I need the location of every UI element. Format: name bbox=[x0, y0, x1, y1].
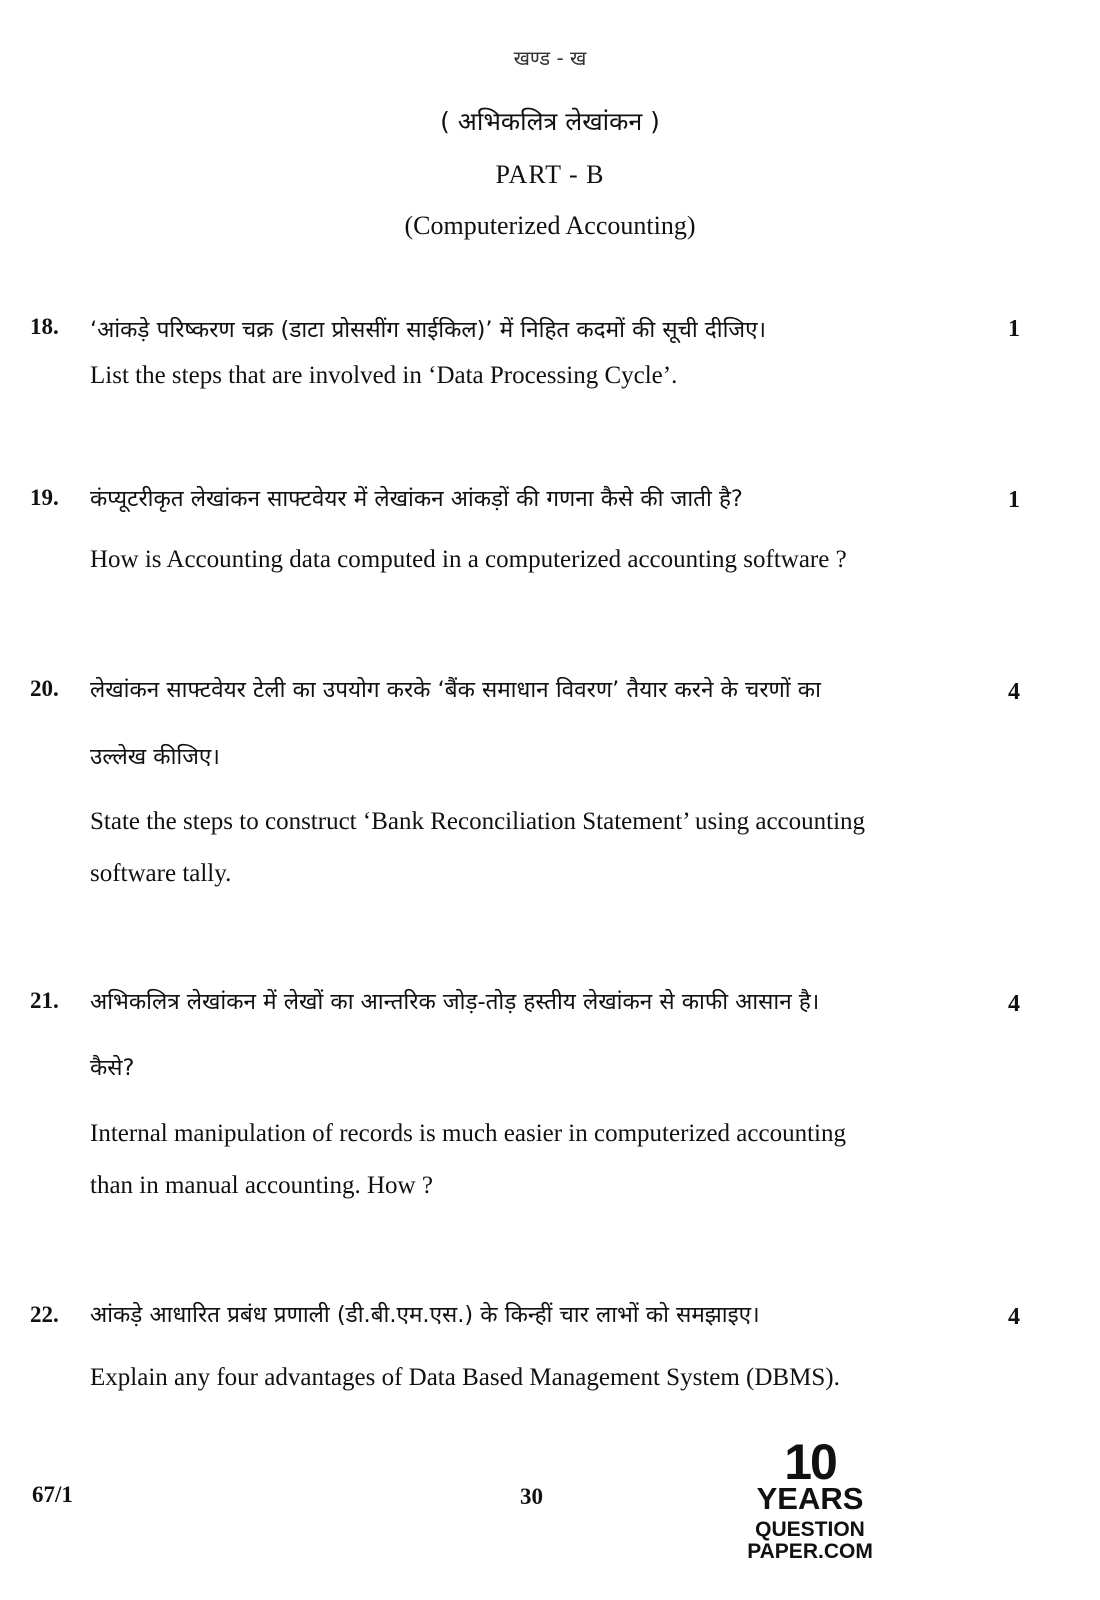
watermark-site: QUESTION PAPER.COM bbox=[747, 1518, 873, 1563]
watermark-word: YEARS bbox=[756, 1481, 864, 1516]
part-hindi-label: खण्ड - ख bbox=[513, 46, 587, 70]
question-marks: 1 bbox=[1008, 487, 1020, 513]
question-text-english: Internal manipulation of records is much easier in computerized accounting bbox=[90, 1120, 846, 1147]
question-text-english: State the steps to construct ‘Bank Reconciliation Statement’ using accounting bbox=[90, 808, 866, 835]
question-text-hindi: आंकड़े आधारित प्रबंध प्रणाली (डी.बी.एम.एस.) के किन्हीं चार लाभों को समझाइए। bbox=[90, 1302, 760, 1328]
question-text-hindi-cont: उल्लेख कीजिए। bbox=[90, 744, 220, 770]
part-english-label: PART - B bbox=[495, 160, 605, 189]
question-text-english: How is Accounting data computed in a computerized accounting software ? bbox=[90, 546, 847, 573]
watermark-number: 10 bbox=[784, 1434, 836, 1490]
part-hindi-title: ( अभिकलित्र लेखांकन ) bbox=[440, 107, 660, 136]
question-text-english-cont: software tally. bbox=[90, 860, 232, 887]
question-text-hindi: लेखांकन साफ्टवेयर टेली का उपयोग करके ‘बैंक समाधान विवरण’ तैयार करने के चरणों का bbox=[90, 677, 821, 703]
question-marks: 4 bbox=[1008, 991, 1020, 1017]
paper-code: 67/1 bbox=[32, 1482, 73, 1507]
question-number: 22. bbox=[30, 1302, 59, 1327]
question-text-hindi: अभिकलित्र लेखांकन में लेखों का आन्तरिक जोड़-तोड़ हस्तीय लेखांकन से काफी आसान है। bbox=[90, 989, 820, 1015]
question-marks: 4 bbox=[1008, 1304, 1020, 1330]
question-text-english: Explain any four advantages of Data Based Management System (DBMS). bbox=[90, 1364, 840, 1391]
part-english-title: (Computerized Accounting) bbox=[404, 211, 696, 240]
watermark-logo bbox=[690, 1434, 930, 1563]
question-number: 21. bbox=[30, 988, 59, 1013]
page-number: 30 bbox=[520, 1484, 543, 1509]
question-text-hindi: कंप्यूटरीकृत लेखांकन साफ्टवेयर में लेखांकन आंकड़ों की गणना कैसे की जाती है? bbox=[90, 486, 743, 512]
question-text-english-cont: than in manual accounting. How ? bbox=[90, 1172, 433, 1199]
question-text-hindi-cont: कैसे? bbox=[90, 1055, 135, 1081]
question-marks: 4 bbox=[1008, 679, 1020, 705]
question-text-hindi: ‘आंकड़े परिष्करण चक्र (डाटा प्रोससींग साईकिल)’ में निहित कदमों की सूची दीजिए। bbox=[90, 317, 767, 343]
question-text-english: List the steps that are involved in ‘Data Processing Cycle’. bbox=[90, 362, 678, 389]
question-number: 19. bbox=[30, 485, 59, 510]
question-marks: 1 bbox=[1008, 316, 1020, 342]
question-number: 20. bbox=[30, 676, 59, 701]
question-number: 18. bbox=[30, 314, 59, 339]
